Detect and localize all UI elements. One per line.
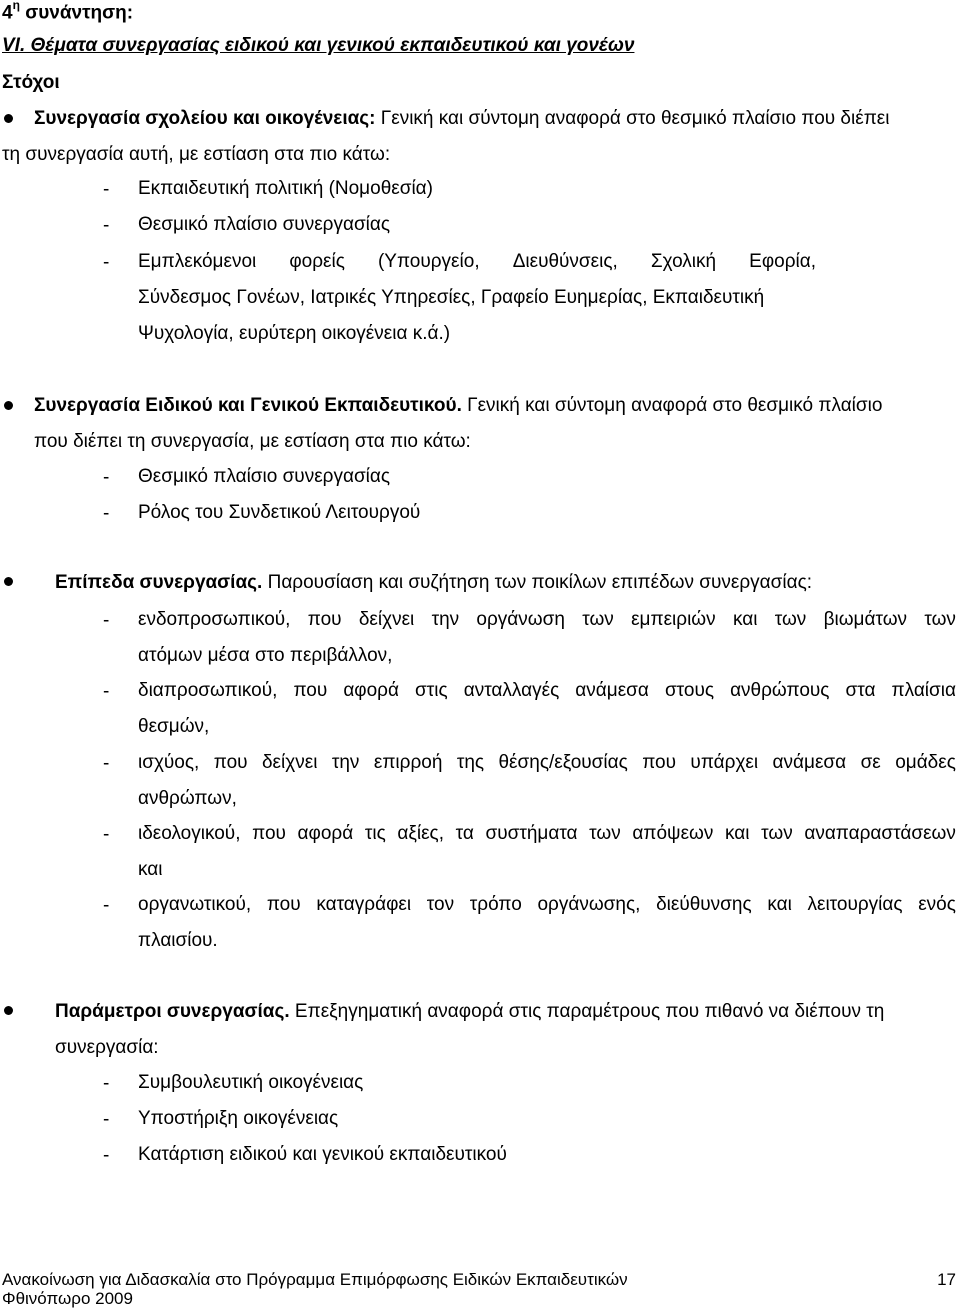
dash-marker: - [103,179,110,200]
list-item: Ρόλος του Συνδετικού Λειτουργού [138,502,421,523]
list-item: Κατάρτιση ειδικού και γενικού εκπαιδευτικού [138,1144,507,1165]
bullet-icon [4,1006,13,1015]
dash-marker: - [103,1145,110,1166]
dash-marker: - [103,681,110,702]
list-item: Εκπαιδευτική πολιτική (Νομοθεσία) [138,178,433,199]
list-item-continuation: και [138,859,163,880]
dash-marker: - [103,252,110,273]
list-item: Εμπλεκόμενοι φορείς (Υπουργείο, Διευθύνσεις, Σχολική Εφορία, [138,251,816,272]
list-item: ιδεολογικού, που αφορά τις αξίες, τα συστήματα των απόψεων και των αναπαραστάσεων [138,823,956,844]
list-item-continuation: ατόμων μέσα στο περιβάλλον, [138,645,393,666]
paragraph-heading: Συνεργασία Ειδικού και Γενικού Εκπαιδευτικού. [34,395,462,416]
list-item: Υποστήριξη οικογένειας [138,1108,339,1129]
paragraph-text: Επεξηγηματική αναφορά στις παραμέτρους που πιθανό να διέπουν τη [289,1001,885,1022]
list-item: ενδοπροσωπικού, που δείχνει την οργάνωση των εμπειριών και των βιωμάτων των [138,609,956,630]
footer-date: Φθινόπωρο 2009 [2,1289,133,1308]
list-item-continuation: ανθρώπων, [138,788,237,809]
list-item: ισχύος, που δείχνει την επιρροή της θέσης/εξουσίας που υπάρχει ανάμεσα σε ομάδες [138,752,956,773]
dash-marker: - [103,895,110,916]
paragraph-heading: Παράμετροι συνεργασίας. [55,1001,290,1022]
list-item: Θεσμικό πλαίσιο συνεργασίας [138,214,391,235]
paragraph-heading: Επίπεδα συνεργασίας. [55,572,263,593]
paragraph-heading: Συνεργασία σχολείου και οικογένειας: [34,108,376,129]
list-item: οργανωτικού, που καταγράφει τον τρόπο οργάνωσης, διεύθυνσης και λειτουργίας ενός [138,894,956,915]
meeting-heading: $4^\eta$ συνάντηση: [2,0,134,24]
bullet-icon [4,114,13,123]
bullet-icon [4,577,13,586]
dash-marker: - [103,610,110,631]
list-item: διαπροσωπικού, που αφορά στις ανταλλαγές ανάμεσα στους ανθρώπους στα πλαίσια [138,680,956,701]
paragraph-text-line: τη συνεργασία αυτή, με εστίαση στα πιο κάτω: [2,144,391,165]
dash-marker: - [103,467,110,488]
dash-marker: - [103,824,110,845]
list-item-continuation: πλαισίου. [138,930,218,951]
list-item-continuation: Ψυχολογία, ευρύτερη οικογένεια κ.ά.) [138,323,451,344]
paragraph-special-general [34,388,882,424]
dash-marker: - [103,753,110,774]
paragraph-parameters [55,994,884,1030]
paragraph-text: Γενική και σύντομη αναφορά στο θεσμικό πλαίσιο [461,395,883,416]
dash-marker: - [103,1073,110,1094]
paragraph-levels [55,565,812,601]
list-item-continuation: Σύνδεσμος Γονέων, Ιατρικές Υπηρεσίες, Γραφείο Ευημερίας, Εκπαιδευτική [138,287,765,308]
footer-title: Ανακοίνωση για Διδασκαλία στο Πρόγραμμα Επιμόρφωσης Ειδικών Εκπαιδευτικών [2,1270,628,1289]
section-title: VI. Θέματα συνεργασίας ειδικού και γενικού εκπαιδευτικού και γονέων [2,35,635,56]
goals-label: Στόχοι [2,72,60,93]
page-number: 17 [937,1270,956,1289]
dash-marker: - [103,503,110,524]
paragraph-text: Γενική και σύντομη αναφορά στο θεσμικό πλαίσιο που διέπει [375,108,890,129]
paragraph-school-family [34,101,954,137]
paragraph-text: Παρουσίαση και συζήτηση των ποικίλων επιπέδων συνεργασίας: [262,572,813,593]
dash-marker: - [103,215,110,236]
paragraph-text-line: συνεργασία: [55,1037,159,1058]
list-item: Θεσμικό πλαίσιο συνεργασίας [138,466,391,487]
list-item: Συμβουλευτική οικογένειας [138,1072,364,1093]
list-item-continuation: θεσμών, [138,716,210,737]
bullet-icon [4,401,13,410]
dash-marker: - [103,1109,110,1130]
paragraph-text-line: που διέπει τη συνεργασία, με εστίαση στα πιο κάτω: [34,431,471,452]
